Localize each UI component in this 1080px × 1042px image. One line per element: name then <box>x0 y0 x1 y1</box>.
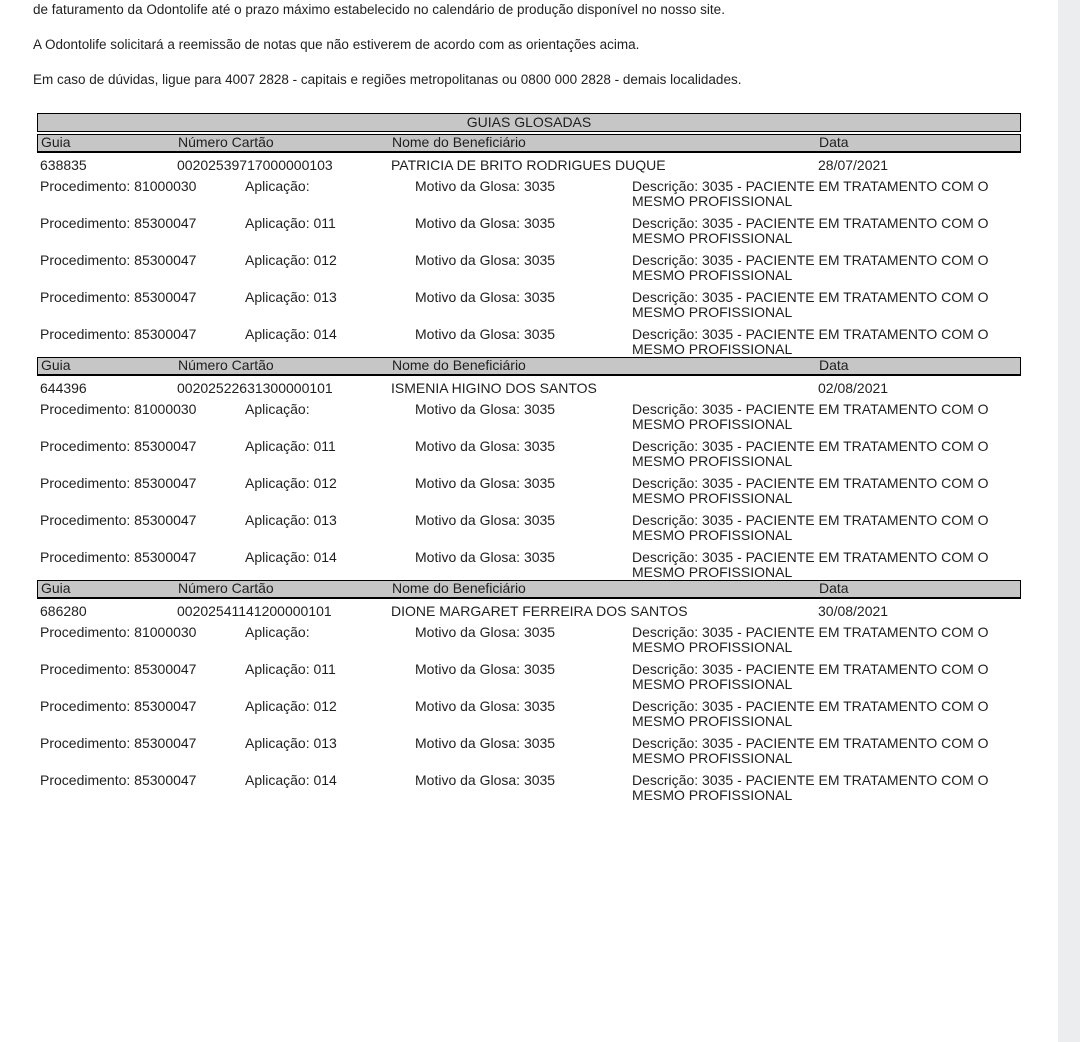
procedimento-label: Procedimento: <box>40 401 131 417</box>
beneficiary-name: PATRICIA DE BRITO RODRIGUES DUQUE <box>391 157 666 173</box>
descricao-cell <box>632 216 1021 246</box>
descricao-cell <box>632 179 1021 209</box>
procedure-row <box>40 773 1021 803</box>
procedimento-cell <box>40 699 245 729</box>
procedimento-value: 85300047 <box>134 772 197 788</box>
procedure-row <box>40 625 1021 655</box>
aplicacao-cell <box>245 699 415 729</box>
procedimento-label: Procedimento: <box>40 215 131 231</box>
motivo-cell <box>415 513 632 543</box>
procedimento-value: 85300047 <box>134 698 197 714</box>
guias-glosadas-table <box>37 113 1021 803</box>
procedimento-label: Procedimento: <box>40 438 131 454</box>
descricao-label: Descrição: <box>632 661 699 677</box>
motivo-value: 3035 <box>523 475 556 491</box>
motivo-label: Motivo da Glosa: <box>415 215 521 231</box>
procedimento-cell <box>40 439 245 469</box>
descricao-cell <box>632 625 1021 655</box>
procedure-row <box>40 327 1021 357</box>
motivo-cell <box>415 327 632 357</box>
motivo-cell <box>415 550 632 580</box>
motivo-value: 3035 <box>523 549 556 565</box>
motivo-label: Motivo da Glosa: <box>415 178 521 194</box>
aplicacao-cell <box>245 327 415 357</box>
procedimento-cell <box>40 550 245 580</box>
descricao-value: 3035 - PACIENTE EM TRATAMENTO COM O MESMO PROFISSIONAL <box>632 178 989 209</box>
procedimento-cell <box>40 476 245 506</box>
guia-number: 638835 <box>40 157 87 173</box>
col-header-data: Data <box>819 580 849 596</box>
col-header-numero-cartao: Número Cartão <box>178 134 274 150</box>
procedimento-value: 85300047 <box>134 252 197 268</box>
aplicacao-cell <box>245 476 415 506</box>
aplicacao-cell <box>245 662 415 692</box>
motivo-value: 3035 <box>523 698 556 714</box>
procedimento-value: 85300047 <box>134 438 197 454</box>
motivo-label: Motivo da Glosa: <box>415 698 521 714</box>
guia-summary-row <box>37 376 1021 402</box>
aplicacao-value: 014 <box>313 326 337 342</box>
descricao-cell <box>632 402 1021 432</box>
procedimento-value: 85300047 <box>134 512 197 528</box>
descricao-cell <box>632 699 1021 729</box>
descricao-value: 3035 - PACIENTE EM TRATAMENTO COM O MESMO PROFISSIONAL <box>632 438 989 469</box>
section-header-row <box>37 134 1021 153</box>
descricao-label: Descrição: <box>632 401 699 417</box>
aplicacao-cell <box>245 216 415 246</box>
motivo-label: Motivo da Glosa: <box>415 735 521 751</box>
motivo-value: 3035 <box>523 252 556 268</box>
descricao-value: 3035 - PACIENTE EM TRATAMENTO COM O MESMO PROFISSIONAL <box>632 698 989 729</box>
descricao-label: Descrição: <box>632 178 699 194</box>
aplicacao-label: Aplicação: <box>245 475 310 491</box>
motivo-value: 3035 <box>523 326 556 342</box>
descricao-label: Descrição: <box>632 735 699 751</box>
beneficiary-name: DIONE MARGARET FERREIRA DOS SANTOS <box>391 603 688 619</box>
descricao-cell <box>632 327 1021 357</box>
section-header-row <box>37 580 1021 599</box>
descricao-label: Descrição: <box>632 326 699 342</box>
procedimento-value: 85300047 <box>134 661 197 677</box>
beneficiary-name: ISMENIA HIGINO DOS SANTOS <box>391 380 597 396</box>
procedimento-value: 81000030 <box>134 624 197 640</box>
procedimento-label: Procedimento: <box>40 735 131 751</box>
motivo-cell <box>415 736 632 766</box>
col-header-beneficiario: Nome do Beneficiário <box>392 580 526 596</box>
aplicacao-value: 014 <box>313 549 337 565</box>
motivo-cell <box>415 439 632 469</box>
descricao-cell <box>632 773 1021 803</box>
aplicacao-value: 013 <box>313 735 337 751</box>
procedimento-value: 85300047 <box>134 289 197 305</box>
procedimento-cell <box>40 625 245 655</box>
aplicacao-cell <box>245 736 415 766</box>
card-number: 00202522631300000101 <box>177 380 333 396</box>
descricao-label: Descrição: <box>632 772 699 788</box>
page-margin-strip <box>1058 0 1080 1042</box>
intro-paragraph: de faturamento da Odontolife até o prazo máximo estabelecido no calendário de produção disponível no nosso site. <box>33 2 725 17</box>
procedimento-value: 81000030 <box>134 401 197 417</box>
aplicacao-cell <box>245 402 415 432</box>
aplicacao-label: Aplicação: <box>245 661 310 677</box>
descricao-value: 3035 - PACIENTE EM TRATAMENTO COM O MESMO PROFISSIONAL <box>632 215 989 246</box>
procedimento-label: Procedimento: <box>40 698 131 714</box>
aplicacao-value: 013 <box>313 512 337 528</box>
descricao-value: 3035 - PACIENTE EM TRATAMENTO COM O MESMO PROFISSIONAL <box>632 661 989 692</box>
descricao-label: Descrição: <box>632 698 699 714</box>
descricao-label: Descrição: <box>632 475 699 491</box>
guia-summary-row <box>37 153 1021 179</box>
procedure-row <box>40 662 1021 692</box>
motivo-cell <box>415 253 632 283</box>
motivo-cell <box>415 625 632 655</box>
aplicacao-value: 012 <box>313 252 337 268</box>
guia-date: 28/07/2021 <box>818 157 889 173</box>
aplicacao-value: 011 <box>313 215 336 231</box>
aplicacao-cell <box>245 179 415 209</box>
procedure-row <box>40 290 1021 320</box>
aplicacao-label: Aplicação: <box>245 178 310 194</box>
motivo-label: Motivo da Glosa: <box>415 289 521 305</box>
aplicacao-label: Aplicação: <box>245 624 310 640</box>
aplicacao-cell <box>245 513 415 543</box>
motivo-cell <box>415 699 632 729</box>
procedimento-label: Procedimento: <box>40 252 131 268</box>
guia-section <box>37 580 1021 803</box>
procedimento-cell <box>40 327 245 357</box>
descricao-value: 3035 - PACIENTE EM TRATAMENTO COM O MESMO PROFISSIONAL <box>632 475 989 506</box>
procedimento-label: Procedimento: <box>40 326 131 342</box>
motivo-label: Motivo da Glosa: <box>415 475 521 491</box>
aplicacao-label: Aplicação: <box>245 512 310 528</box>
descricao-value: 3035 - PACIENTE EM TRATAMENTO COM O MESMO PROFISSIONAL <box>632 735 989 766</box>
procedure-row <box>40 736 1021 766</box>
motivo-value: 3035 <box>523 215 556 231</box>
descricao-cell <box>632 550 1021 580</box>
motivo-value: 3035 <box>523 438 556 454</box>
col-header-guia: Guia <box>41 580 71 596</box>
motivo-value: 3035 <box>523 289 556 305</box>
descricao-label: Descrição: <box>632 215 699 231</box>
guia-number: 686280 <box>40 603 87 619</box>
aplicacao-cell <box>245 773 415 803</box>
col-header-beneficiario: Nome do Beneficiário <box>392 357 526 373</box>
col-header-data: Data <box>819 134 849 150</box>
guia-section <box>37 134 1021 357</box>
procedimento-label: Procedimento: <box>40 661 131 677</box>
procedimento-cell <box>40 513 245 543</box>
motivo-cell <box>415 290 632 320</box>
descricao-cell <box>632 439 1021 469</box>
aplicacao-label: Aplicação: <box>245 326 310 342</box>
procedimento-cell <box>40 216 245 246</box>
procedimento-value: 85300047 <box>134 215 197 231</box>
motivo-cell <box>415 216 632 246</box>
col-header-numero-cartao: Número Cartão <box>178 580 274 596</box>
procedimento-value: 81000030 <box>134 178 197 194</box>
procedimento-label: Procedimento: <box>40 512 131 528</box>
descricao-cell <box>632 476 1021 506</box>
guia-number: 644396 <box>40 380 87 396</box>
descricao-label: Descrição: <box>632 289 699 305</box>
descricao-value: 3035 - PACIENTE EM TRATAMENTO COM O MESMO PROFISSIONAL <box>632 326 989 357</box>
col-header-beneficiario: Nome do Beneficiário <box>392 134 526 150</box>
aplicacao-label: Aplicação: <box>245 549 310 565</box>
motivo-cell <box>415 402 632 432</box>
motivo-cell <box>415 476 632 506</box>
motivo-label: Motivo da Glosa: <box>415 401 521 417</box>
intro-paragraph: A Odontolife solicitará a reemissão de notas que não estiverem de acordo com as orientações acima. <box>33 37 640 52</box>
aplicacao-cell <box>245 439 415 469</box>
motivo-label: Motivo da Glosa: <box>415 252 521 268</box>
aplicacao-label: Aplicação: <box>245 735 310 751</box>
procedure-row <box>40 216 1021 246</box>
section-header-row <box>37 357 1021 376</box>
procedimento-label: Procedimento: <box>40 475 131 491</box>
procedure-row <box>40 402 1021 432</box>
guia-section <box>37 357 1021 580</box>
motivo-value: 3035 <box>523 401 556 417</box>
procedimento-value: 85300047 <box>134 549 197 565</box>
aplicacao-value: 013 <box>313 289 337 305</box>
procedure-row <box>40 179 1021 209</box>
table-title: GUIAS GLOSADAS <box>37 113 1021 132</box>
procedure-row <box>40 550 1021 580</box>
descricao-cell <box>632 253 1021 283</box>
aplicacao-cell <box>245 290 415 320</box>
motivo-value: 3035 <box>523 772 556 788</box>
guia-date: 30/08/2021 <box>818 603 889 619</box>
procedure-row <box>40 439 1021 469</box>
procedimento-cell <box>40 179 245 209</box>
descricao-label: Descrição: <box>632 512 699 528</box>
descricao-value: 3035 - PACIENTE EM TRATAMENTO COM O MESMO PROFISSIONAL <box>632 401 989 432</box>
descricao-label: Descrição: <box>632 438 699 454</box>
aplicacao-label: Aplicação: <box>245 698 310 714</box>
aplicacao-cell <box>245 253 415 283</box>
aplicacao-label: Aplicação: <box>245 772 310 788</box>
aplicacao-cell <box>245 625 415 655</box>
descricao-cell <box>632 513 1021 543</box>
motivo-label: Motivo da Glosa: <box>415 326 521 342</box>
descricao-label: Descrição: <box>632 549 699 565</box>
motivo-cell <box>415 662 632 692</box>
motivo-value: 3035 <box>523 624 556 640</box>
col-header-numero-cartao: Número Cartão <box>178 357 274 373</box>
descricao-cell <box>632 290 1021 320</box>
motivo-value: 3035 <box>523 735 556 751</box>
aplicacao-label: Aplicação: <box>245 289 310 305</box>
aplicacao-label: Aplicação: <box>245 252 310 268</box>
aplicacao-label: Aplicação: <box>245 438 310 454</box>
motivo-value: 3035 <box>523 178 556 194</box>
aplicacao-value: 012 <box>313 475 337 491</box>
aplicacao-value: 012 <box>313 698 337 714</box>
aplicacao-value: 011 <box>313 438 336 454</box>
descricao-value: 3035 - PACIENTE EM TRATAMENTO COM O MESMO PROFISSIONAL <box>632 252 989 283</box>
guia-summary-row <box>37 599 1021 625</box>
col-header-guia: Guia <box>41 134 71 150</box>
descricao-cell <box>632 662 1021 692</box>
motivo-value: 3035 <box>523 661 556 677</box>
aplicacao-label: Aplicação: <box>245 215 310 231</box>
intro-text-block <box>0 0 1080 88</box>
guia-date: 02/08/2021 <box>818 380 889 396</box>
motivo-value: 3035 <box>523 512 556 528</box>
aplicacao-cell <box>245 550 415 580</box>
aplicacao-value: 014 <box>313 772 337 788</box>
col-header-guia: Guia <box>41 357 71 373</box>
procedure-row <box>40 476 1021 506</box>
descricao-value: 3035 - PACIENTE EM TRATAMENTO COM O MESMO PROFISSIONAL <box>632 772 989 803</box>
procedimento-value: 85300047 <box>134 326 197 342</box>
col-header-data: Data <box>819 357 849 373</box>
descricao-cell <box>632 736 1021 766</box>
descricao-label: Descrição: <box>632 624 699 640</box>
intro-paragraph: Em caso de dúvidas, ligue para 4007 2828 - capitais e regiões metropolitanas ou 0800 000 2828 - demais localidades. <box>33 72 742 87</box>
descricao-label: Descrição: <box>632 252 699 268</box>
card-number: 00202541141200000101 <box>177 603 332 619</box>
motivo-label: Motivo da Glosa: <box>415 772 521 788</box>
procedimento-cell <box>40 402 245 432</box>
motivo-label: Motivo da Glosa: <box>415 661 521 677</box>
procedure-row <box>40 253 1021 283</box>
procedimento-cell <box>40 290 245 320</box>
procedimento-label: Procedimento: <box>40 772 131 788</box>
motivo-label: Motivo da Glosa: <box>415 438 521 454</box>
descricao-value: 3035 - PACIENTE EM TRATAMENTO COM O MESMO PROFISSIONAL <box>632 289 989 320</box>
procedimento-cell <box>40 253 245 283</box>
procedimento-label: Procedimento: <box>40 178 131 194</box>
motivo-cell <box>415 773 632 803</box>
procedure-row <box>40 699 1021 729</box>
procedimento-value: 85300047 <box>134 735 197 751</box>
procedimento-cell <box>40 736 245 766</box>
motivo-label: Motivo da Glosa: <box>415 512 521 528</box>
procedimento-label: Procedimento: <box>40 549 131 565</box>
descricao-value: 3035 - PACIENTE EM TRATAMENTO COM O MESMO PROFISSIONAL <box>632 549 989 580</box>
procedimento-label: Procedimento: <box>40 624 131 640</box>
motivo-label: Motivo da Glosa: <box>415 549 521 565</box>
aplicacao-label: Aplicação: <box>245 401 310 417</box>
card-number: 00202539717000000103 <box>177 157 333 173</box>
motivo-cell <box>415 179 632 209</box>
procedimento-value: 85300047 <box>134 475 197 491</box>
procedimento-cell <box>40 773 245 803</box>
procedimento-cell <box>40 662 245 692</box>
procedimento-label: Procedimento: <box>40 289 131 305</box>
aplicacao-value: 011 <box>313 661 336 677</box>
motivo-label: Motivo da Glosa: <box>415 624 521 640</box>
procedure-row <box>40 513 1021 543</box>
descricao-value: 3035 - PACIENTE EM TRATAMENTO COM O MESMO PROFISSIONAL <box>632 512 989 543</box>
descricao-value: 3035 - PACIENTE EM TRATAMENTO COM O MESMO PROFISSIONAL <box>632 624 989 655</box>
